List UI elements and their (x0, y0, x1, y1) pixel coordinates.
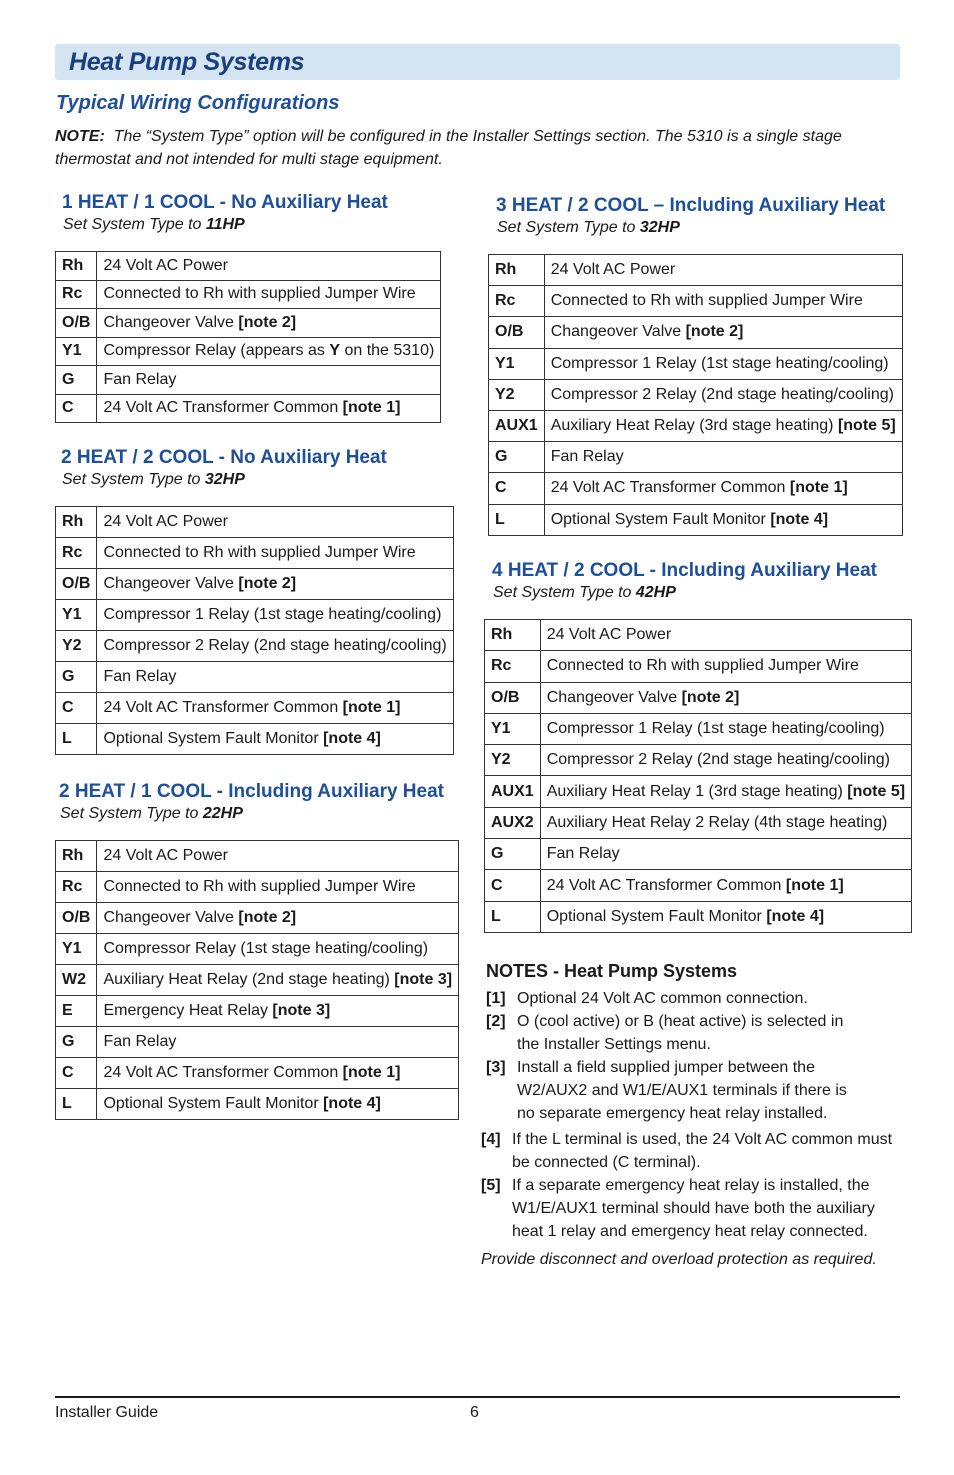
system-type-prefix: Set System Type to (63, 216, 206, 233)
system-type-prefix: Set System Type to (497, 219, 640, 236)
description-cell (97, 507, 453, 538)
table-row (489, 442, 903, 473)
note-number: [3] (486, 1059, 506, 1076)
terminal-cell: E (56, 996, 97, 1027)
terminal-cell: Rc (56, 538, 97, 569)
description-text: Optional System Fault Monitor (103, 1095, 324, 1112)
table-row (56, 507, 454, 538)
terminal-cell: Rh (56, 841, 97, 872)
description-cell (97, 600, 453, 631)
section-title: 2 HEAT / 1 COOL - Including Auxiliary Heat (59, 781, 444, 802)
description-cell (97, 903, 459, 934)
notes-footer: Provide disconnect and overload protection as required. (481, 1251, 877, 1268)
description-text: Emergency Heat Relay (103, 1002, 273, 1019)
wiring-table (55, 251, 441, 423)
note-text: If a separate emergency heat relay is installed, the W1/E/AUX1 terminal should have both the auxiliary heat 1 relay and emergency heat relay connected. (512, 1177, 875, 1240)
note-reference: [note 1] (785, 876, 844, 894)
description-text: Changeover Valve (103, 909, 239, 926)
note-text: Install a field supplied jumper between the W2/AUX2 and W1/E/AUX1 terminals if there is no separate emergency heat relay installed. (517, 1059, 847, 1122)
table-row (485, 901, 912, 932)
system-type-prefix: Set System Type to (60, 805, 203, 822)
terminal-cell: O/B (485, 682, 541, 713)
description-text: Fan Relay (103, 370, 177, 388)
note-reference: [note 4] (770, 510, 829, 528)
description-text: Changeover Valve (103, 313, 239, 331)
terminal-cell: Y2 (485, 745, 541, 776)
terminal-cell: AUX1 (489, 410, 545, 441)
note-label: NOTE: (55, 128, 105, 145)
table-row (56, 724, 454, 755)
description-cell (544, 442, 902, 473)
wiring-section-32hp-aux (495, 195, 896, 528)
terminal-cell: Y1 (485, 713, 541, 744)
page-number: 6 (470, 1404, 479, 1421)
terminal-cell: L (485, 901, 541, 932)
note-reference: [note 5] (847, 782, 906, 800)
description-cell (97, 337, 441, 366)
wiring-section-42hp (491, 560, 906, 925)
description-cell (544, 504, 902, 535)
description-cell (97, 693, 453, 724)
note-item (486, 987, 921, 1010)
description-cell (544, 317, 902, 348)
terminal-cell: O/B (56, 309, 97, 338)
description-cell (540, 620, 911, 651)
table-row (489, 286, 903, 317)
description-text: Optional System Fault Monitor (550, 510, 771, 528)
table-row (56, 693, 454, 724)
wiring-section-11hp (62, 192, 435, 417)
description-text: Compressor 2 Relay (2nd stage heating/cooling) (103, 637, 447, 654)
table-row (489, 379, 903, 410)
description-cell (540, 901, 911, 932)
note-reference: [note 1] (342, 1064, 401, 1081)
description-text: 24 Volt AC Power (103, 256, 228, 274)
section-title: 2 HEAT / 2 COOL - No Auxiliary Heat (61, 447, 387, 468)
description-cell (540, 745, 911, 776)
wiring-table (55, 506, 454, 755)
table-row (485, 682, 912, 713)
description-cell (97, 1089, 459, 1120)
note-number: [5] (481, 1177, 501, 1194)
terminal-cell: G (485, 839, 541, 870)
table-row (489, 255, 903, 286)
table-row (56, 631, 454, 662)
note-reference: [note 1] (342, 699, 401, 716)
wiring-section-22hp (59, 781, 453, 1112)
wiring-table (484, 619, 912, 933)
system-type-line (63, 216, 388, 234)
terminal-cell: G (489, 442, 545, 473)
description-text: Compressor 2 Relay (2nd stage heating/cooling) (546, 751, 890, 769)
description-cell (544, 410, 902, 441)
table-row (56, 841, 459, 872)
notes-title: NOTES - Heat Pump Systems (486, 961, 738, 981)
description-text: 24 Volt AC Transformer Common (546, 876, 786, 894)
description-cell (540, 870, 911, 901)
table-row (485, 839, 912, 870)
note-number: [4] (481, 1131, 501, 1148)
description-text: Fan Relay (103, 1033, 177, 1050)
description-text: 24 Volt AC Power (103, 847, 228, 864)
terminal-cell: Rc (56, 280, 97, 309)
description-text: Compressor Relay (appears as (103, 342, 330, 360)
table-row (485, 651, 912, 682)
system-type-code: 32HP (204, 471, 245, 488)
description-cell (540, 713, 911, 744)
table-row (485, 713, 912, 744)
description-text: Connected to Rh with supplied Jumper Wire (103, 878, 416, 895)
description-cell (97, 252, 441, 281)
terminal-cell: Rh (56, 252, 97, 281)
footer-divider (55, 1396, 900, 1398)
system-type-code: 32HP (639, 219, 680, 236)
system-type-code: 22HP (202, 805, 243, 822)
description-text: Optional System Fault Monitor (546, 907, 767, 925)
table-row (56, 1058, 459, 1089)
terminal-cell: C (56, 1058, 97, 1089)
description-text: Optional System Fault Monitor (103, 730, 324, 747)
note-reference: [note 2] (238, 909, 297, 926)
description-cell (97, 934, 459, 965)
terminal-cell: G (56, 1027, 97, 1058)
description-cell (540, 682, 911, 713)
description-emphasis: Y (329, 342, 340, 360)
notes-list (481, 987, 921, 1243)
terminal-cell: W2 (56, 965, 97, 996)
terminal-cell: L (56, 1089, 97, 1120)
system-type-code: 42HP (635, 584, 676, 601)
note-reference: [note 4] (766, 907, 825, 925)
terminal-cell: Rh (489, 255, 545, 286)
terminal-cell: Y1 (56, 934, 97, 965)
description-text: 24 Volt AC Power (550, 261, 676, 279)
table-row (56, 280, 441, 309)
description-text: Auxiliary Heat Relay 1 (3rd stage heating) (546, 782, 848, 800)
table-row (56, 872, 459, 903)
table-row (56, 569, 454, 600)
description-text: Fan Relay (546, 845, 620, 863)
description-text: 24 Volt AC Transformer Common (103, 699, 343, 716)
terminal-cell: C (489, 473, 545, 504)
description-text: Connected to Rh with supplied Jumper Wire (103, 544, 416, 561)
description-text: 24 Volt AC Power (103, 513, 228, 530)
terminal-cell: Rh (56, 507, 97, 538)
system-type-line (497, 219, 885, 237)
note-text: O (cool active) or B (heat active) is selected in the Installer Settings menu. (517, 1013, 844, 1053)
description-cell (544, 473, 902, 504)
section-title: 4 HEAT / 2 COOL - Including Auxiliary Heat (492, 560, 877, 581)
description-text: Fan Relay (103, 668, 177, 685)
description-cell (97, 996, 459, 1027)
terminal-cell: O/B (489, 317, 545, 348)
terminal-cell: C (56, 693, 97, 724)
table-row (485, 745, 912, 776)
note-reference: [note 3] (272, 1002, 331, 1019)
table-row (485, 870, 912, 901)
note-reference: [note 5] (837, 417, 896, 435)
table-row (56, 934, 459, 965)
description-cell (540, 776, 911, 807)
table-row (56, 662, 454, 693)
notes-panel (481, 960, 921, 1271)
description-cell (540, 651, 911, 682)
description-text: Auxiliary Heat Relay (3rd stage heating) (550, 417, 838, 435)
description-cell (540, 807, 911, 838)
description-cell (544, 286, 902, 317)
terminal-cell: C (485, 870, 541, 901)
description-cell (97, 1058, 459, 1089)
description-text: Compressor 1 Relay (1st stage heating/cooling) (546, 720, 885, 738)
description-text: 24 Volt AC Transformer Common (103, 1064, 343, 1081)
description-text: Connected to Rh with supplied Jumper Wire (103, 285, 416, 303)
description-cell (97, 1027, 459, 1058)
description-cell (544, 379, 902, 410)
terminal-cell: C (56, 394, 97, 423)
table-row (485, 620, 912, 651)
table-row (56, 309, 441, 338)
terminal-cell: Rc (56, 872, 97, 903)
page-header (55, 44, 900, 80)
terminal-cell: Rh (485, 620, 541, 651)
terminal-cell: L (56, 724, 97, 755)
table-row (56, 965, 459, 996)
description-text: Compressor 1 Relay (1st stage heating/cooling) (103, 606, 442, 623)
table-row (489, 348, 903, 379)
note-number: [1] (486, 990, 506, 1007)
note-number: [2] (486, 1013, 506, 1030)
description-cell (97, 569, 453, 600)
terminal-cell: Rc (485, 651, 541, 682)
description-cell (97, 631, 453, 662)
footer-doc-name: Installer Guide (55, 1404, 159, 1421)
terminal-cell: Y2 (56, 631, 97, 662)
description-text: Changeover Valve (546, 688, 682, 706)
description-cell (97, 538, 453, 569)
terminal-cell: G (56, 662, 97, 693)
table-row (56, 394, 441, 423)
section-title: 3 HEAT / 2 COOL – Including Auxiliary Heat (496, 195, 886, 216)
note-reference: [note 1] (789, 479, 848, 497)
system-type-prefix: Set System Type to (62, 471, 205, 488)
terminal-cell: AUX2 (485, 807, 541, 838)
table-row (56, 600, 454, 631)
note-reference: [note 2] (685, 323, 744, 341)
wiring-section-32hp-no-aux (61, 447, 447, 747)
description-text: 24 Volt AC Transformer Common (550, 479, 790, 497)
description-cell (97, 841, 459, 872)
terminal-cell: Rc (489, 286, 545, 317)
note-reference: [note 2] (681, 688, 740, 706)
system-type-line (62, 471, 387, 489)
section-title: 1 HEAT / 1 COOL - No Auxiliary Heat (62, 192, 388, 213)
note-reference: [note 2] (238, 313, 297, 331)
table-row (485, 807, 912, 838)
terminal-cell: O/B (56, 903, 97, 934)
table-row (56, 1089, 459, 1120)
description-cell (544, 255, 902, 286)
terminal-cell: Y1 (56, 337, 97, 366)
intro-note (55, 125, 875, 171)
system-type-code: 11HP (205, 216, 245, 233)
section-subtitle: Typical Wiring Configurations (56, 92, 340, 114)
page-title: Heat Pump Systems (69, 48, 305, 76)
note-item (481, 1128, 921, 1174)
note-reference: [note 4] (323, 1095, 381, 1112)
description-text: 24 Volt AC Power (546, 626, 672, 644)
terminal-cell: Y1 (56, 600, 97, 631)
description-cell (544, 348, 902, 379)
table-row (489, 410, 903, 441)
table-row (489, 504, 903, 535)
terminal-cell: G (56, 366, 97, 395)
description-cell (97, 724, 453, 755)
description-cell (97, 366, 441, 395)
description-cell (97, 872, 459, 903)
note-item (481, 1174, 921, 1243)
wiring-table (55, 840, 459, 1120)
note-reference: [note 3] (394, 971, 453, 988)
table-row (489, 473, 903, 504)
note-text: Optional 24 Volt AC common connection. (517, 990, 808, 1007)
description-text: Auxiliary Heat Relay (2nd stage heating) (103, 971, 395, 988)
system-type-line (493, 584, 877, 602)
note-text: If the L terminal is used, the 24 Volt AC common must be connected (C terminal). (512, 1131, 893, 1171)
note-item (486, 1056, 921, 1125)
description-text: Compressor Relay (1st stage heating/cooling) (103, 940, 429, 957)
table-row (56, 903, 459, 934)
description-text-after: on the 5310) (340, 342, 435, 360)
table-row (489, 317, 903, 348)
table-row (56, 996, 459, 1027)
description-text: Connected to Rh with supplied Jumper Wire (546, 657, 859, 675)
system-type-line (60, 805, 444, 823)
wiring-table (488, 254, 903, 536)
table-row (56, 337, 441, 366)
terminal-cell: AUX1 (485, 776, 541, 807)
table-row (56, 366, 441, 395)
system-type-prefix: Set System Type to (493, 584, 636, 601)
description-text: Compressor 1 Relay (1st stage heating/cooling) (550, 354, 889, 372)
terminal-cell: L (489, 504, 545, 535)
table-row (485, 776, 912, 807)
note-text: The “System Type” option will be configured in the Installer Settings section. The 5310 is a single stage thermostat and not intended for multi stage equipment. (55, 128, 842, 168)
description-text: Changeover Valve (103, 575, 239, 592)
description-text: Connected to Rh with supplied Jumper Wire (550, 292, 863, 310)
terminal-cell: Y1 (489, 348, 545, 379)
description-cell (97, 662, 453, 693)
description-cell (97, 965, 459, 996)
description-cell (540, 839, 911, 870)
description-cell (97, 280, 441, 309)
description-text: Changeover Valve (550, 323, 686, 341)
description-text: Compressor 2 Relay (2nd stage heating/cooling) (550, 385, 894, 403)
note-reference: [note 4] (323, 730, 381, 747)
description-cell (97, 309, 441, 338)
table-row (56, 252, 441, 281)
note-reference: [note 1] (342, 399, 401, 417)
terminal-cell: O/B (56, 569, 97, 600)
description-cell (97, 394, 441, 423)
table-row (56, 1027, 459, 1058)
description-text: Fan Relay (550, 448, 624, 466)
terminal-cell: Y2 (489, 379, 545, 410)
description-text: 24 Volt AC Transformer Common (103, 399, 343, 417)
table-row (56, 538, 454, 569)
description-text: Auxiliary Heat Relay 2 Relay (4th stage heating) (546, 813, 888, 831)
note-item (486, 1010, 921, 1056)
note-reference: [note 2] (238, 575, 297, 592)
